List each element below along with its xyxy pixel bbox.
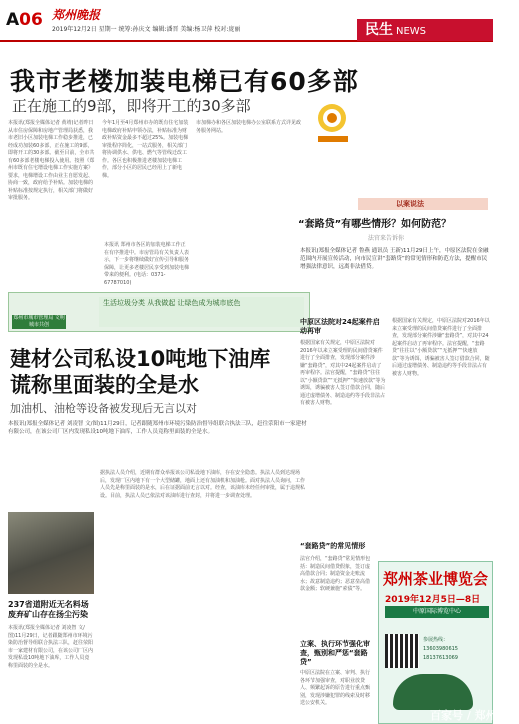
banner-right-text: 生活垃圾分类 从我做起 让绿色成为城市底色 <box>99 297 304 327</box>
tea-expo-venue: 中原国际博览中心 <box>385 606 489 618</box>
page-header <box>0 0 493 42</box>
story3-col2: 根据国家有关规定，中原区法院对2016年以来立案受理的民间借贷案件进行了全面排查，发现部分案件涉嫌“套路贷”，对其中24起案件启动了再审程序。法官提醒，“套路贷”往往以“小额贷款”“无抵押”“快速放款”等为诱饵，诱骗被害人签订借款合同，随后通过虚增债务、制造违约等手段非法占有被害人财物。 <box>392 318 490 377</box>
story1-col1: 本报讯(郑报全媒体记者 黄靖)记者昨日从市住房保障和房地产管理局获悉，我市老旧小区加装电梯工作稳步推进，已经成功加装60多部，正在施工的9部，即将开工的30多部。截至目前，全市共有60多部老楼电梯投入使用。按照《郑州市既有住宅增设电梯工作实施方案》要求，电梯增设工作由业主自愿发起、协商一致，政府给予补贴。加装电梯的补贴标准按规定执行，相关部门将做好审批服务。 <box>8 120 95 201</box>
story2-subheadline: 加油机、油枪等设备被发现后无言以对 <box>10 402 197 415</box>
story3-body-1: 根据国家有关规定，中原区法院对2016年以来立案受理的民间借贷案件进行了全面排查，发现部分案件涉嫌“套路贷”，对其中24起案件启动了再审程序。法官提醒，“套路贷”往往以“小额贷款”“无抵押”“快速放款”等为诱饵，诱骗被害人签订借款合同，随后通过虚增债务、制造违约等手段非法占有被害人财物。 <box>300 340 386 406</box>
story1-col2: 今年1月至4月郑州市办的既有住宅加装电梯政府补贴申领办法，补贴标准为财政补贴资金最多不超过25%。加装电梯审批程序简化，一站式服务，相关部门将协调供水、供电、燃气等管线迁改工作。各区也积极推进老楼加装电梯工作，部分小区的居民已经用上了新电梯。 <box>102 120 189 179</box>
story3-source: 法官来告诉你 <box>368 235 405 242</box>
masthead-logo: 郑州晚报 <box>52 8 101 22</box>
story3-subhead-3: 立案、执行环节强化审查，甄别和严惩“套路贷” <box>300 640 370 666</box>
tea-expo-ad <box>378 561 493 724</box>
story3-subhead-2: “套路贷”的常见情形 <box>300 542 366 550</box>
story1-col4: 市加梯办和各区加装电梯办公室联系方式详见政务服务网站。 <box>196 120 302 134</box>
case-law-tag: 以案说法 <box>358 198 488 210</box>
watermark: 百家号 / 郑州晚报 <box>430 709 519 722</box>
tea-expo-date: 2019年12月5日—8日 <box>385 595 481 605</box>
tea-cup-icon <box>393 674 473 710</box>
story3-headline: “套路贷”有哪些情形？如何防范？ <box>298 219 452 230</box>
qr-code-icon <box>385 634 419 668</box>
page-number: A06 <box>6 10 43 30</box>
infinitus-logo-icon <box>310 100 355 178</box>
tea-expo-phones: 参展热线： 13603980615 18137613069 <box>423 637 458 661</box>
banner-left-label: 郑州市城市管理局 文明城市共创 <box>13 315 65 328</box>
story1-headline: 我市老楼加装电梯已有60多部 <box>10 67 359 96</box>
story3-subhead-1: 中原区法院对24起案件启动再审 <box>300 318 380 335</box>
quarry-photo <box>8 512 94 594</box>
story2-lede: 本报讯(郑报全媒体记者 刘凌智 文/图)11月29日，记者跟随郑州市环境污染防治督导组联合执法三队，赶往荥阳市一家建材有限公司，在该公司厂区内发现私设10吨地下油库，工作人员竟称里面装的全是水。 <box>8 421 307 435</box>
date-line: 2019年12月2日 星期一 统筹:孙庆文 编辑:潘晋 美编:杨卫萍 校对:庞丽 <box>52 26 241 33</box>
story3-body-3: 中原区法院在立案、审判、执行各环节加强审查，对职业放贷人、频繁起诉的原告进行重点甄别，发现涉嫌犯罪的线索及时移送公安机关。 <box>300 670 371 706</box>
story3-lede: 本报讯(郑报全媒体记者 鲁燕 通讯员 王新)11月29日上午，中原区法院在金融范围内开展宣传活动，向市民宣讲“套路贷”的常见情形和防范方法，提醒市民增强法律意识，远离非法借贷。 <box>300 248 489 270</box>
story1-subheadline: 正在施工的9部，即将开工的30多部 <box>12 97 251 115</box>
story1-col3: 本报讯 郑州市各区的加装电梯工作正在有序推进中。市房管局有关负责人表示，下一步将继续做好宣传引导和服务保障，让更多老楼居民享受到加装电梯带来的便利。(电话：0371-67787010) <box>104 242 190 286</box>
infinitus-ad <box>310 100 355 178</box>
story3-body-2: 法官介绍，“套路贷”常见情形包括：制造民间借贷假象，签订虚高借款合同；制造资金走账流水；故意制造违约；恶意垒高借款金额；软硬兼施“索债”等。 <box>300 556 371 592</box>
story2-headline: 建材公司私设10吨地下油库 谎称里面装的全是水 <box>10 347 271 397</box>
public-service-banner <box>8 292 310 332</box>
photo-story-text: 本报讯(郑报全媒体记者 刘凌智 文/图)11月29日，记者跟随郑州市环境污染防治督导组联合执法三队，赶往荥阳市一家建材有限公司，在该公司厂区内发现私设10吨地下油库，工作人员竟称里面装的全是水。 <box>8 625 94 669</box>
photo-caption: 237省道附近无名料场 废弃矿山存在扬尘污染 <box>8 600 89 619</box>
tea-expo-title: 郑州茶业博览会 <box>383 570 489 588</box>
section-badge: 民生 NEWS <box>357 19 493 41</box>
story2-body: 据执法人员介绍，近期有群众举报该公司私设地下油库，存在安全隐患。执法人员到达现场后，发现厂区内地下有一个大型储罐，地面上还有加油机和加油枪。面对执法人员询问，工作人员先是称里面装的是水，后在证据面前无言以对。经查，该油库未经任何审批，属于违规私设。目前，执法人员已依法对该油库进行查封，并将进一步调查处理。 <box>100 470 306 499</box>
